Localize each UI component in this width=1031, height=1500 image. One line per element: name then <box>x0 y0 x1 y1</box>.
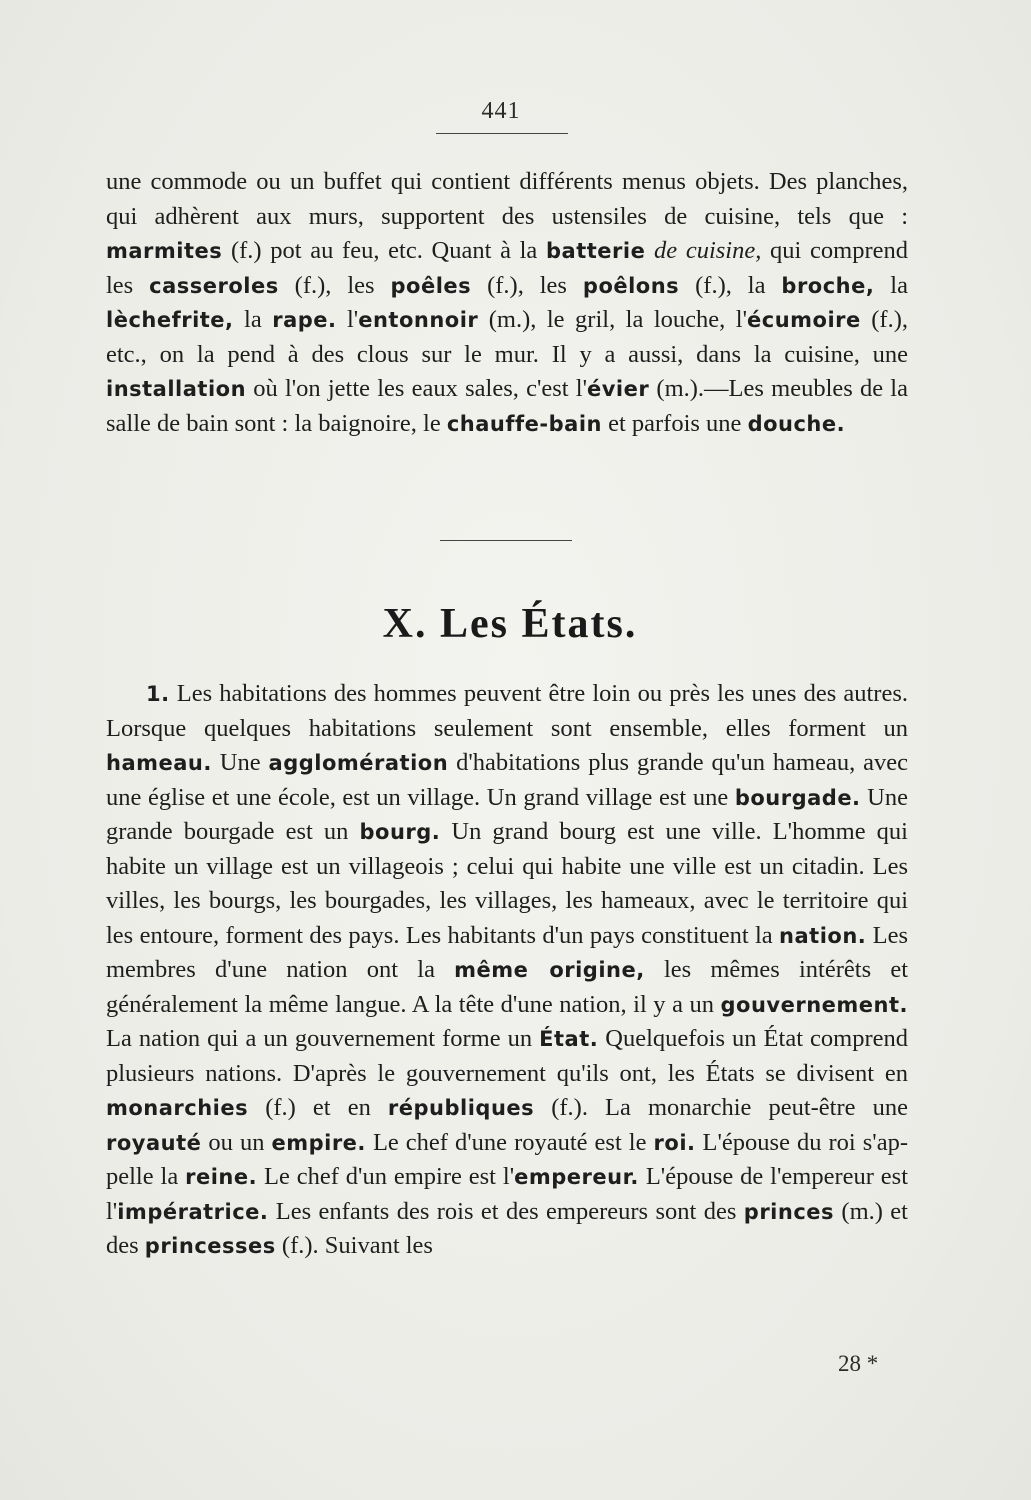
text-run: Un grand bourg est une ville. L'homme qui habite un village est un villageois ; celui qui habite une ville est un citadin. Les villes, les bourgs, les bourgades, les villages, les hameaux, avec le territoire qui les entoure, forment des pays. Les habitants d'un pays constituent la <box>106 818 908 949</box>
text-run: (f.) pot au feu, etc. Quant à la <box>222 237 546 264</box>
term-rape: rape. <box>272 308 337 332</box>
term-meme-origine: même origine, <box>454 958 645 982</box>
term-hameau: hameau. <box>106 751 212 775</box>
term-etat: État. <box>539 1027 599 1051</box>
text-run: (m.) et des <box>106 1197 908 1259</box>
term-agglomeration: agglomération <box>268 751 449 775</box>
term-imperatrice: impératrice. <box>117 1199 269 1224</box>
text-run: (f.), les <box>471 271 583 299</box>
text-run: (f.), la <box>679 271 782 299</box>
header-rule <box>436 133 568 134</box>
term-douche: douche. <box>747 411 846 436</box>
text-run: Une <box>211 749 269 776</box>
term-lechefrite: lèchefrite, <box>106 308 234 332</box>
text-run: Quelquefois un État comprend plusieurs nations. D'après le gouvernement qu'ils ont, les États se divisent en <box>106 1025 908 1087</box>
text-run: Les membres d'une nation ont la <box>106 921 908 983</box>
term-empereur: empereur. <box>514 1165 639 1189</box>
term-casseroles: casseroles <box>149 273 279 298</box>
paragraph-kitchen <box>106 165 908 441</box>
term-bourg: bourg. <box>359 820 441 844</box>
term-broche: broche, <box>781 273 875 298</box>
term-royaute: royauté <box>106 1130 202 1155</box>
text-run: (f.), etc., on la pend à des clous sur le mur. Il y a aussi, dans la cuisine, une <box>106 306 908 368</box>
term-princes: princes <box>743 1199 835 1224</box>
text-run: qui comprend les <box>106 237 908 299</box>
text-run: L'épouse de l'empereur est l' <box>106 1163 909 1225</box>
term-entonnoir: entonnoir <box>358 308 479 332</box>
text-run: Le chef d'un empire est l' <box>257 1163 515 1190</box>
text-run: (m.), le gril, la louche, l' <box>478 306 748 333</box>
section-heading: X. Les États. <box>382 601 638 647</box>
text-run: l' <box>336 306 359 333</box>
text-run: (f.) et en <box>248 1094 388 1121</box>
term-chauffe-bain: chauffe-bain <box>446 411 602 436</box>
text-run <box>645 237 654 264</box>
term-monarchies: monarchies <box>106 1096 249 1120</box>
term-republiques: républiques <box>387 1096 535 1120</box>
term-gouvernement: gouvernement. <box>720 992 908 1017</box>
text-run: une commode ou un buffet qui contient différents menus objets. Des planches, qui adhèrent aux murs, supportent des ustensiles de cuisine, tels que : <box>106 168 908 230</box>
signature-mark: 28 * <box>838 1351 879 1376</box>
text-run: (m.).—Les meubles de la salle de bain sont : la baignoire, le <box>106 375 908 437</box>
term-batterie: batterie <box>546 239 646 263</box>
text-run: (f.), les <box>278 271 391 299</box>
text-run: la <box>874 271 908 299</box>
text-run: L'épouse du roi s'appelle la <box>106 1128 908 1190</box>
term-princesses: princesses <box>144 1234 276 1258</box>
paragraph-number: 1. <box>146 682 170 706</box>
term-poeles: poêles <box>390 273 472 298</box>
text-run: les mêmes intérêts et généralement la même langue. A la tête d'une nation, il y a un <box>106 956 908 1018</box>
text-run: d'habitations plus grande qu'un hameau, avec une église et une école, est un village. Un grand village est une <box>106 749 908 811</box>
term-ecumoire: écumoire <box>747 308 861 332</box>
text-run: où l'on jette les eaux sales, c'est l' <box>246 375 587 402</box>
term-empire: empire. <box>271 1130 366 1155</box>
section-rule <box>440 540 572 541</box>
italic-de-cuisine: de cuisine, <box>654 237 762 264</box>
page-number: 441 <box>481 98 521 124</box>
term-nation: nation. <box>779 923 867 948</box>
paragraph-etats <box>106 677 908 1264</box>
text-run: (f.). La monarchie peut-être une <box>534 1094 908 1121</box>
text-run: La nation qui a un gouvernement forme un <box>106 1025 540 1052</box>
term-bourgade: bourgade. <box>734 785 861 810</box>
text-run: Les habitations des hommes peuvent être loin ou près les unes des autres. Lorsque quelques habitations seulement sont ensemble, elles forment un <box>106 680 908 742</box>
term-poelons: poêlons <box>582 273 680 298</box>
text-run: Une grande bourgade est un <box>106 783 908 845</box>
text-run: (f.). Suivant les <box>275 1232 433 1259</box>
term-evier: évier <box>587 377 650 401</box>
term-reine: reine. <box>185 1165 258 1189</box>
text-run: la <box>233 306 273 333</box>
term-roi: roi. <box>653 1130 696 1155</box>
text-run: et parfois une <box>601 409 748 437</box>
term-installation: installation <box>106 377 247 401</box>
term-marmites: marmites <box>106 239 223 263</box>
text-run: Les enfants des rois et des empereurs sont des <box>268 1197 744 1225</box>
text-run: Le chef d'une royauté est le <box>365 1128 654 1156</box>
text-run: ou un <box>201 1128 272 1156</box>
